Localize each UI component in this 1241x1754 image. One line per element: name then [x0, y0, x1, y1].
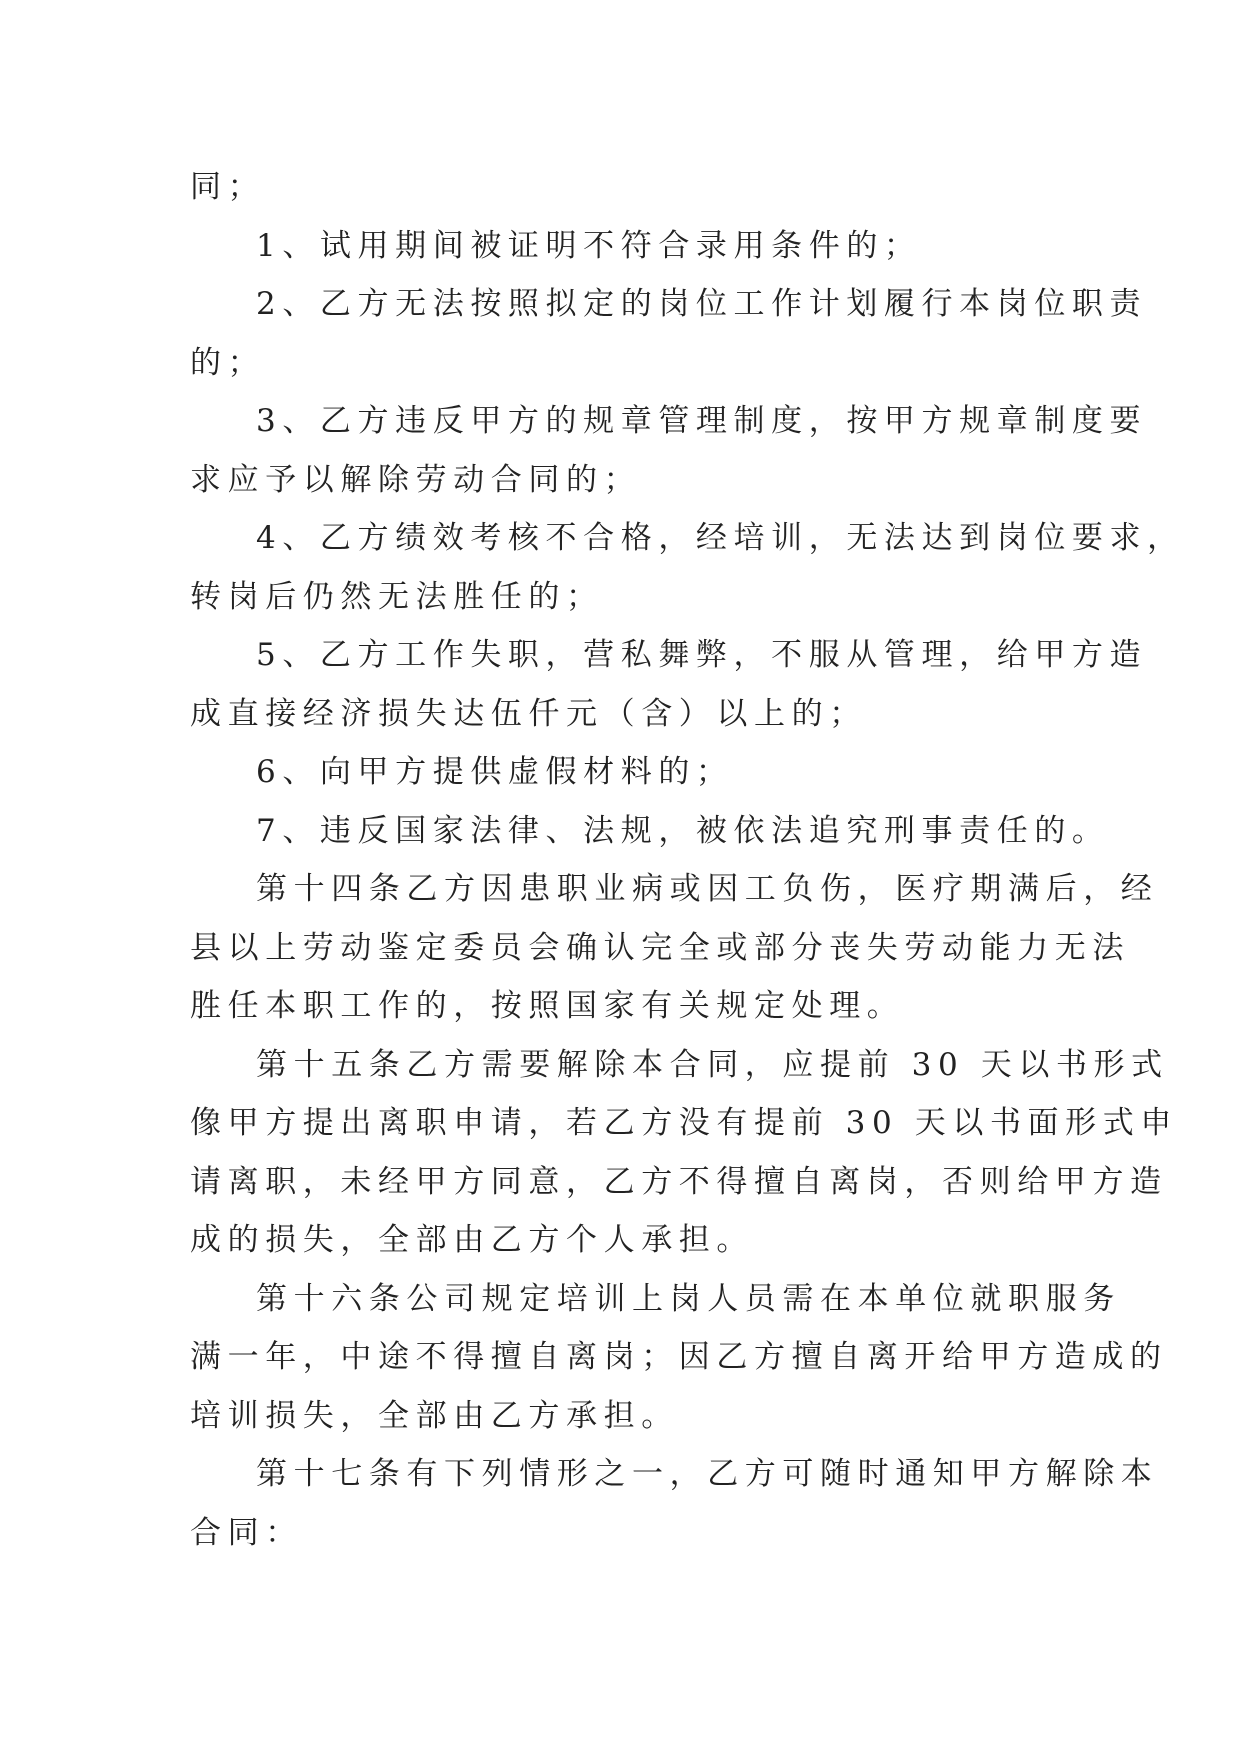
text-line: 2、乙方无法按照拟定的岗位工作计划履行本岗位职责: [256, 286, 1148, 322]
text-line: 的；: [190, 344, 266, 381]
text-line: 同；: [190, 169, 266, 205]
text-line: 第十四条乙方因患职业病或因工负伤，医疗期满后，经: [256, 871, 1159, 907]
text-line: 第十五条乙方需要解除本合同，应提前 30 天以书形式: [256, 1046, 1169, 1083]
text-line: 县以上劳动鉴定委员会确认完全或部分丧失劳动能力无法: [190, 929, 1130, 966]
text-line: 6、向甲方提供虚假材料的；: [256, 754, 734, 790]
text-line: 求应予以解除劳动合同的；: [190, 461, 642, 498]
text-line: 胜任本职工作的，按照国家有关规定处理。: [190, 988, 905, 1024]
text-line: 成的损失，全部由乙方个人承担。: [190, 1222, 754, 1258]
text-line: 培训损失，全部由乙方承担。: [190, 1397, 679, 1434]
text-line: 4、乙方绩效考核不合格，经培训，无法达到岗位要求，: [256, 520, 1185, 556]
text-line: 像甲方提出离职申请，若乙方没有提前 30 天以书面形式申: [190, 1105, 1178, 1141]
text-line: 第十六条公司规定培训上岗人员需在本单位就职服务: [256, 1280, 1121, 1317]
text-line: 成直接经济损失达伍仟元（含）以上的；: [190, 695, 867, 732]
text-line: 7、违反国家法律、法规，被依法追究刑事责任的。: [256, 812, 1110, 849]
text-line: 请离职，未经甲方同意，乙方不得擅自离岗，否则给甲方造: [190, 1163, 1168, 1200]
text-line: 1、试用期间被证明不符合录用条件的；: [256, 227, 922, 264]
text-line: 满一年，中途不得擅自离岗；因乙方擅自离开给甲方造成的: [190, 1339, 1168, 1375]
text-line: 3、乙方违反甲方的规章管理制度，按甲方规章制度要: [256, 403, 1148, 439]
text-line: 转岗后仍然无法胜任的；: [190, 578, 604, 615]
text-line: 第十七条有下列情形之一，乙方可随时通知甲方解除本: [256, 1456, 1159, 1492]
document-page: [190, 158, 1185, 1562]
text-line: 5、乙方工作失职，营私舞弊，不服从管理，给甲方造: [256, 637, 1148, 673]
text-line: 合同：: [190, 1514, 303, 1551]
